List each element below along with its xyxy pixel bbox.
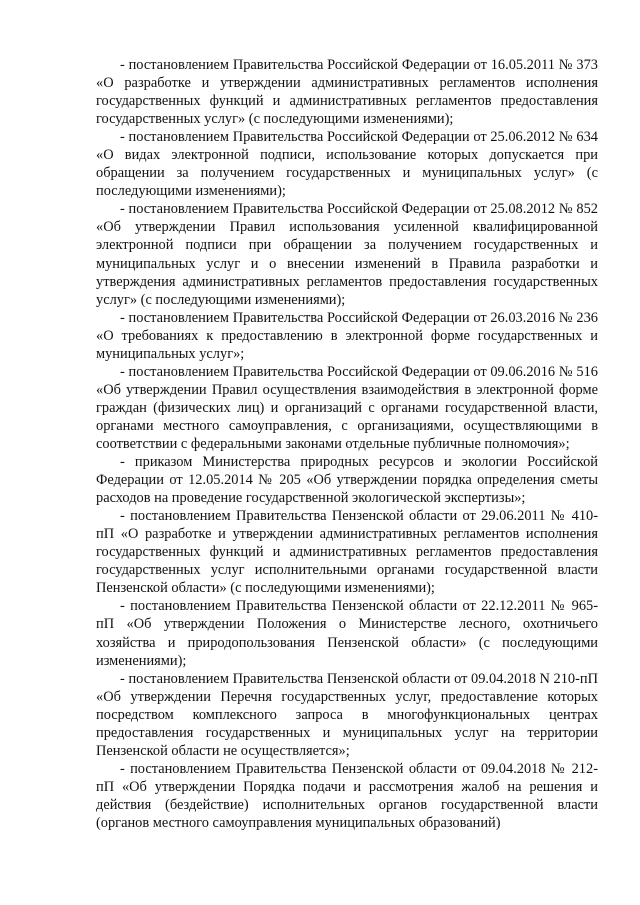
paragraph-5: - постановлением Правительства Российской Федерации от 09.06.2016 № 516 «Об утверждении Правил осуществления взаимодействия в электронной форме граждан (физических лиц) и организаций с органами государственной власти, органами местного самоуправления, с организациями, осуществляющими в соответствии с федеральными законами отдельные публичные полномочия»; — [96, 363, 598, 452]
paragraph-7: - постановлением Правительства Пензенской области от 29.06.2011 № 410-пП «О разработке и утверждении административных регламентов исполнения государственных функций и административных регламентов предоставления государственных услуг исполнительными органами государственной власти Пензенской области» (с последующими изменениями); — [96, 508, 598, 597]
paragraph-9: - постановлением Правительства Пензенской области от 09.04.2018 N 210-пП «Об утверждении Перечня государственных услуг, предоставление которых посредством комплексного запроса в многофункциональных центрах предоставления государственных и муниципальных услуг на территории Пензенской области не осуществляется»; — [96, 670, 598, 759]
paragraph-4: - постановлением Правительства Российской Федерации от 26.03.2016 № 236 «О требованиях к предоставлению в электронной форме государственных и муниципальных услуг»; — [96, 309, 598, 362]
paragraph-10: - постановлением Правительства Пензенской области от 09.04.2018 № 212-пП «Об утверждении Порядка подачи и рассмотрения жалоб на решения и действия (бездействие) исполнительных органов государственной власти (органов местного самоуправления муниципальных образований) — [96, 760, 598, 831]
document-page — [96, 56, 598, 832]
paragraph-2: - постановлением Правительства Российской Федерации от 25.06.2012 № 634 «О видах электронной подписи, использование которых допускается при обращении за получением государственных и муниципальных услуг» (с последующими изменениями); — [96, 129, 598, 200]
paragraph-1: - постановлением Правительства Российской Федерации от 16.05.2011 № 373 «О разработке и утверждении административных регламентов исполнения государственных функций и административных регламентов предоставления государственных услуг» (с последующими изменениями); — [96, 57, 598, 128]
paragraph-6: - приказом Министерства природных ресурсов и экологии Российской Федерации от 12.05.2014 № 205 «Об утверждении порядка определения сметы расходов на проведение государственной экологической экспертизы»; — [96, 454, 598, 507]
paragraph-3: - постановлением Правительства Российской Федерации от 25.08.2012 № 852 «Об утверждении Правил использования усиленной квалифицированной электронной подписи при обращении за получением государственных и муниципальных услуг и о внесении изменений в Правила разработки и утверждения административных регламентов предоставления государственных услуг» (с последующими изменениями); — [96, 201, 598, 308]
paragraph-8: - постановлением Правительства Пензенской области от 22.12.2011 № 965-пП «Об утверждении Положения о Министерстве лесного, охотничьего хозяйства и природопользования Пензенской области» (с последующими изменениями); — [96, 598, 598, 669]
